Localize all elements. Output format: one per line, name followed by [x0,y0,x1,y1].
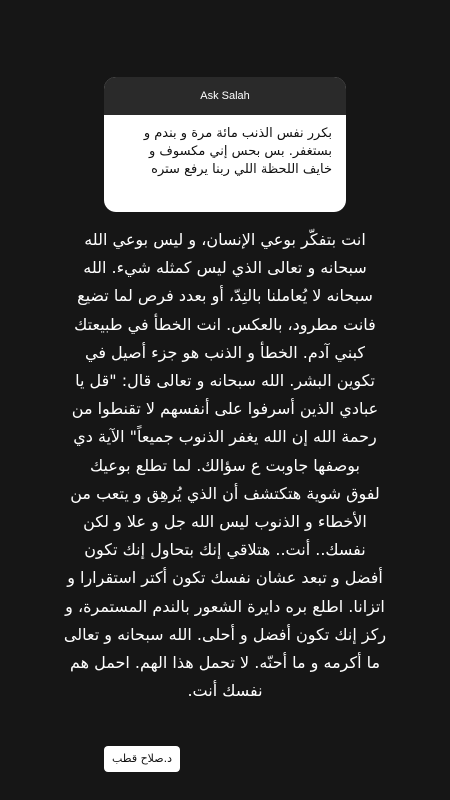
answer-line: نفسك أنت. [187,681,263,701]
answer-line: نفسك.. أنت.. هتلاقي إنك بتحاول إنك تكون [84,540,366,560]
answer-line: عبادي الذين أسرفوا على أنفسهم لا تقنطوا من [71,399,379,419]
signature-tag[interactable]: د.صلاح قطب [104,746,180,772]
answer-line: ما أكرمه و ما أحنّه. لا تحمل هذا الهم. احمل هم [69,653,381,673]
answer-line: كبني آدم. الخطأ و الذنب هو جزء أصيل في [84,342,366,362]
answer-line: الأخطاء و الذنوب ليس الله جل و علا و لكن [83,512,367,532]
question-sticker[interactable] [104,77,346,212]
question-line: بكرر نفس الذنب مائة مرة و بندم و [143,126,332,141]
answer-line: لفوق شوية هتكتشف أن الذي يُرهِق و يتعب من [70,483,380,503]
question-line: بستغفر. بس بحس إني مكسوف و [148,144,332,159]
answer-line: أفضل و تبعد عشان نفسك تكون أكتر استقرارا و [67,568,383,588]
answer-line: سبحانه و تعالى الذي ليس كمثله شيء. الله [83,258,367,278]
answer-line: تكوين البشر. الله سبحانه و تعالى قال: "قل يا [75,371,375,391]
answer-text [18,226,432,705]
answer-line: فانت مطرود، بالعكس. انت الخطأ في طبيعتك [74,314,376,334]
answer-line: بوصفها جاوبت ع سؤالك. لما تطلع بوعيك [90,455,360,475]
answer-line: سبحانه لا يُعاملنا بالنِدّ، أو بعدد فرص لما تضيع [77,286,373,306]
question-text [104,115,346,179]
question-line: خايف اللحظة اللي ربنا يرفع ستره [151,162,332,177]
answer-line: انت بتفكّر بوعي الإنسان، و ليس بوعي الله [84,230,366,249]
answer-line: ركز إنك تكون أفضل و أحلى. الله سبحانه و تعالى [63,624,387,644]
answer-line: رحمة الله إن الله يغفر الذنوب جميعاً" الآية دي [73,427,377,447]
answer-line: اتزانا. اطلع بره دايرة الشعور بالندم المستمرة، و [65,596,385,616]
question-sticker-header: Ask Salah [104,77,346,115]
